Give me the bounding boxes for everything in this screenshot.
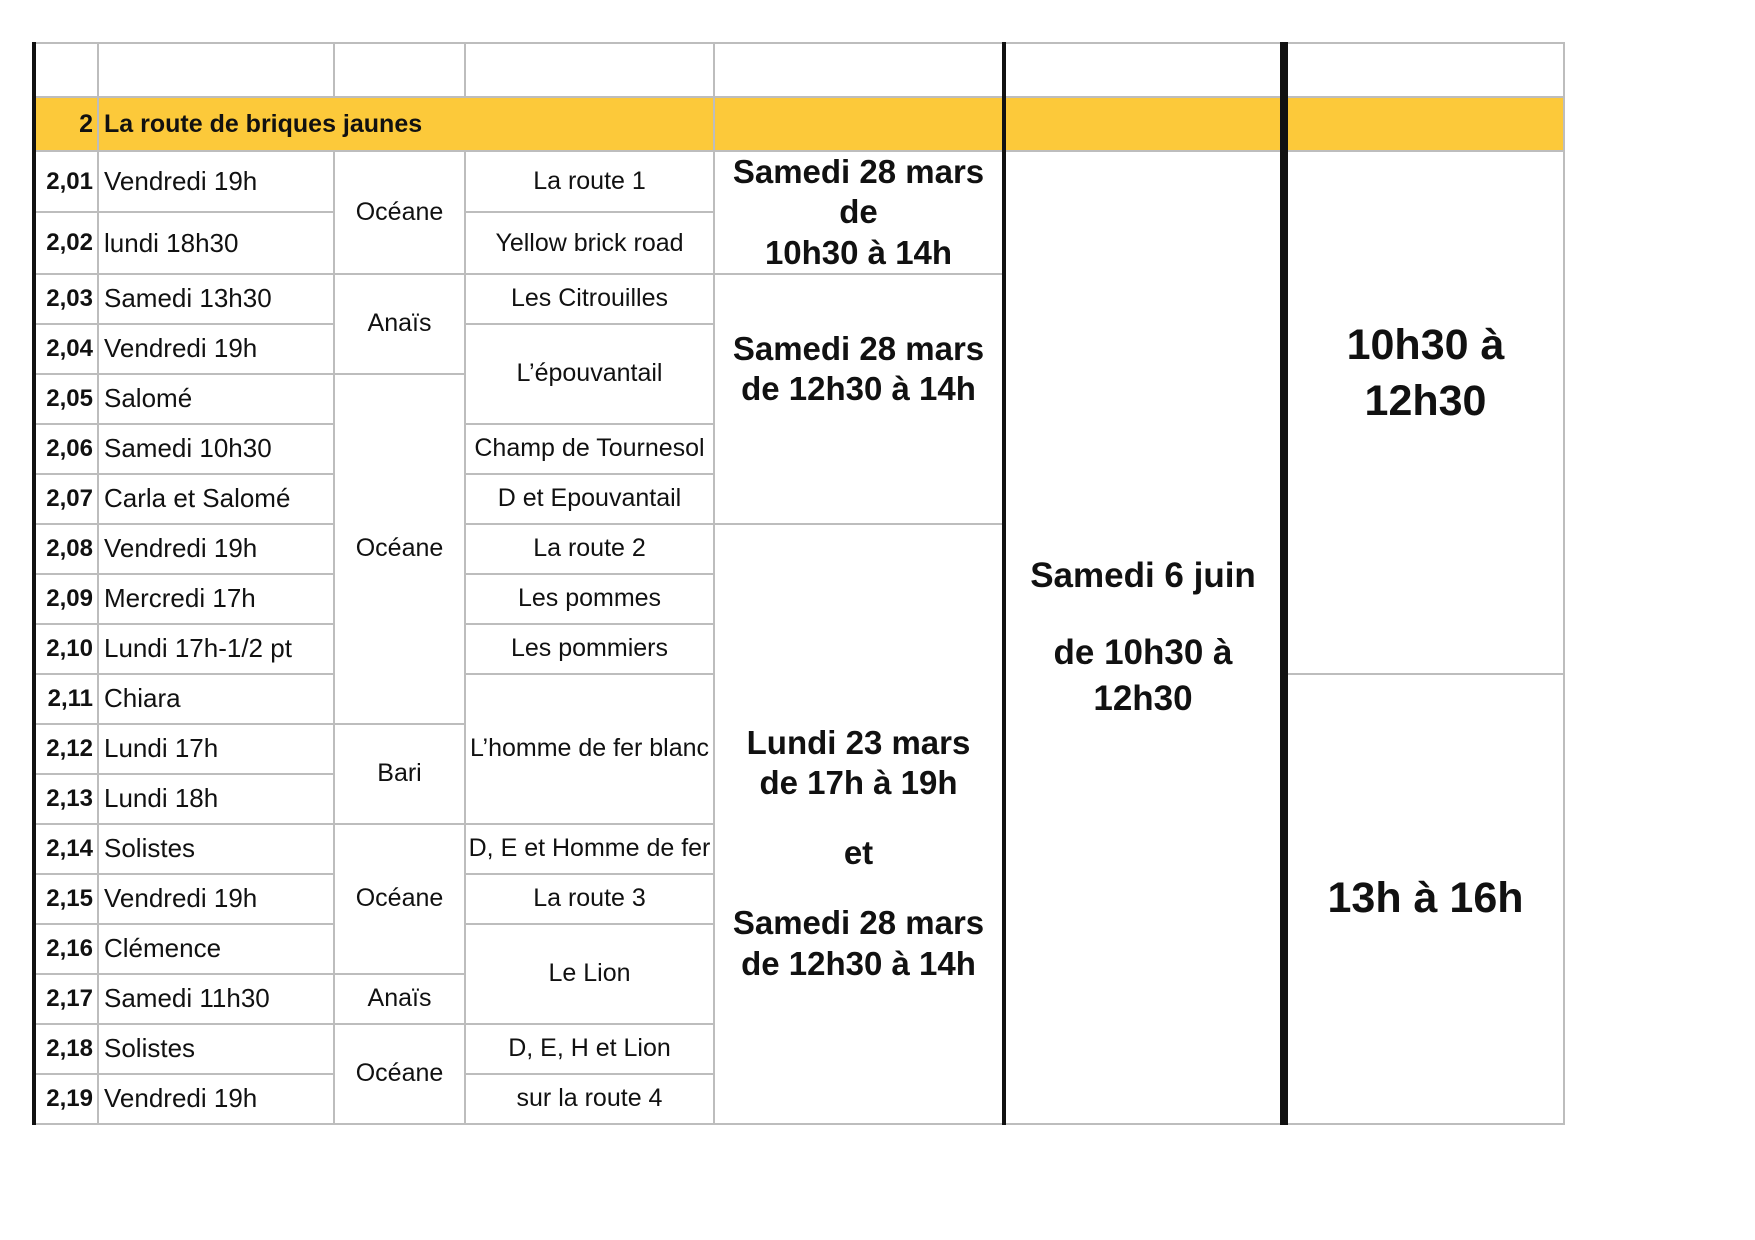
scene-cell: L’épouvantail (465, 324, 714, 424)
afternoon-time-cell: 13h à 16h (1284, 674, 1564, 1124)
table-row (34, 151, 1564, 212)
row-slot: Samedi 10h30 (98, 424, 334, 474)
teacher-cell: Océane (334, 1024, 465, 1124)
section-row (34, 97, 1564, 151)
teacher-cell: Bari (334, 724, 465, 824)
row-slot: Mercredi 17h (98, 574, 334, 624)
header-cell (714, 43, 1004, 97)
section-title: La route de briques jaunes (98, 97, 714, 151)
row-slot: lundi 18h30 (98, 212, 334, 273)
scene-cell: D et Epouvantail (465, 474, 714, 524)
scene-cell: Les pommiers (465, 624, 714, 674)
scene-cell: Yellow brick road (465, 212, 714, 273)
row-slot: Carla et Salomé (98, 474, 334, 524)
row-number: 2,13 (34, 774, 98, 824)
rehearsal-connector: et (843, 834, 874, 872)
row-number: 2,11 (34, 674, 98, 724)
row-slot: Vendredi 19h (98, 524, 334, 574)
row-number: 2,07 (34, 474, 98, 524)
row-slot: Vendredi 19h (98, 874, 334, 924)
section-cell (714, 97, 1004, 151)
row-slot: Lundi 17h-1/2 pt (98, 624, 334, 674)
section-number: 2 (34, 97, 98, 151)
row-number: 2,10 (34, 624, 98, 674)
schedule-table (32, 42, 1565, 1125)
scene-cell: Les pommes (465, 574, 714, 624)
header-cell (1284, 43, 1564, 97)
rehearsal-line: de 12h30 à 14h (741, 944, 976, 982)
rehearsal-cell-2 (714, 274, 1004, 524)
row-slot: Lundi 17h (98, 724, 334, 774)
rehearsal-line: de 17h à 19h (759, 764, 958, 802)
teacher-cell: Océane (334, 151, 465, 274)
row-number: 2,02 (34, 212, 98, 273)
morning-time: 10h30 à (1346, 320, 1505, 369)
row-slot: Vendredi 19h (98, 151, 334, 212)
scene-cell: Champ de Tournesol (465, 424, 714, 474)
row-slot: Solistes (98, 824, 334, 874)
scene-cell: La route 2 (465, 524, 714, 574)
row-number: 2,05 (34, 374, 98, 424)
header-cell (34, 43, 98, 97)
row-number: 2,12 (34, 724, 98, 774)
row-number: 2,14 (34, 824, 98, 874)
row-number: 2,06 (34, 424, 98, 474)
row-slot: Samedi 11h30 (98, 974, 334, 1024)
rehearsal-cell-1 (714, 151, 1004, 274)
row-slot: Solistes (98, 1024, 334, 1074)
row-number: 2,15 (34, 874, 98, 924)
scene-cell: La route 3 (465, 874, 714, 924)
show-date-cell (1004, 151, 1284, 1124)
row-number: 2,04 (34, 324, 98, 374)
rehearsal-line: Samedi 28 mars (732, 329, 985, 367)
header-row (34, 43, 1564, 97)
show-time: 12h30 (1093, 678, 1193, 718)
rehearsal-line: de 12h30 à 14h (741, 370, 976, 408)
morning-time: 12h30 (1364, 376, 1487, 425)
row-slot: Lundi 18h (98, 774, 334, 824)
section-cell (1284, 97, 1564, 151)
row-slot: Clémence (98, 924, 334, 974)
row-number: 2,19 (34, 1074, 98, 1124)
row-slot: Vendredi 19h (98, 1074, 334, 1124)
scene-cell: sur la route 4 (465, 1074, 714, 1124)
scene-cell: D, E, H et Lion (465, 1024, 714, 1074)
row-number: 2,01 (34, 151, 98, 212)
row-slot: Vendredi 19h (98, 324, 334, 374)
row-slot: Chiara (98, 674, 334, 724)
row-number: 2,18 (34, 1024, 98, 1074)
show-time: de 10h30 à (1053, 633, 1233, 673)
row-number: 2,08 (34, 524, 98, 574)
rehearsal-line: Samedi 28 mars (732, 904, 985, 942)
header-cell (334, 43, 465, 97)
scene-cell: L’homme de fer blanc (465, 674, 714, 824)
teacher-cell: Océane (334, 374, 465, 724)
morning-time-cell (1284, 151, 1564, 674)
rehearsal-line: 10h30 à 14h (764, 233, 953, 271)
row-number: 2,03 (34, 274, 98, 324)
teacher-cell: Anaïs (334, 274, 465, 374)
show-date: Samedi 6 juin (1030, 556, 1256, 596)
rehearsal-line: Lundi 23 mars (746, 724, 971, 762)
scene-cell: Les Citrouilles (465, 274, 714, 324)
header-cell (1004, 43, 1284, 97)
scene-cell: La route 1 (465, 151, 714, 212)
row-number: 2,17 (34, 974, 98, 1024)
scene-cell: D, E et Homme de fer (465, 824, 714, 874)
rehearsal-cell-3 (714, 524, 1004, 1124)
row-slot: Samedi 13h30 (98, 274, 334, 324)
header-cell (465, 43, 714, 97)
row-number: 2,16 (34, 924, 98, 974)
row-slot: Salomé (98, 374, 334, 424)
section-cell (1004, 97, 1284, 151)
rehearsal-line: Samedi 28 mars de (732, 153, 985, 231)
teacher-cell: Océane (334, 824, 465, 974)
scene-cell: Le Lion (465, 924, 714, 1024)
header-cell (98, 43, 334, 97)
teacher-cell: Anaïs (334, 974, 465, 1024)
row-number: 2,09 (34, 574, 98, 624)
